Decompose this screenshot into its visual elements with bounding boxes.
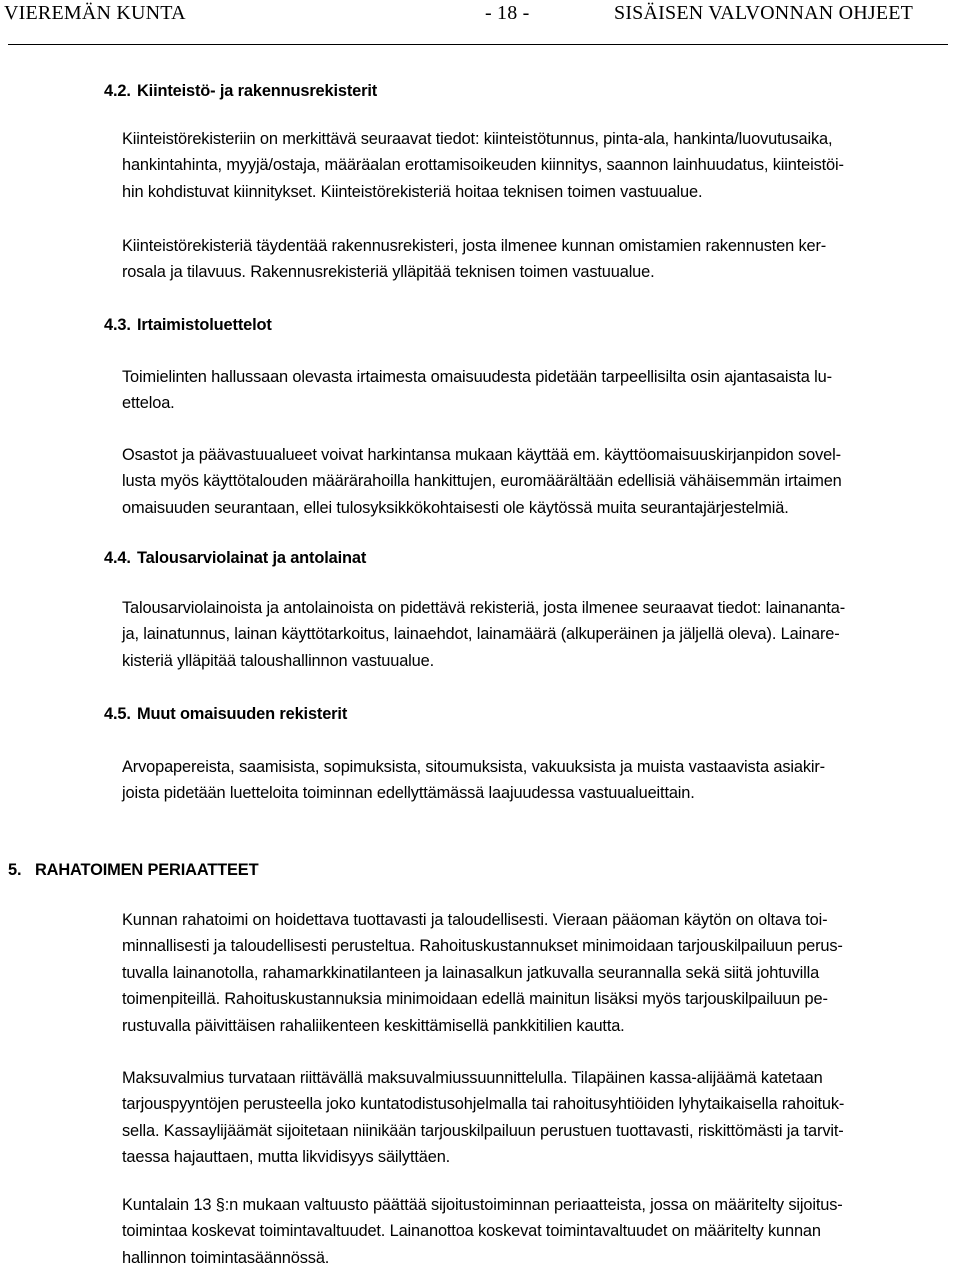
section-title: Muut omaisuuden rekisterit: [137, 705, 348, 723]
text-line: taessa hajauttaen, mutta likvidisyys säilyttäen.: [122, 1148, 451, 1167]
text-line: ja, lainatunnus, lainan käyttötarkoitus, lainaehdot, lainamäärä (alkuperäinen ja jäljellä oleva). Lainare-: [122, 625, 840, 644]
text-line: tarjouspyyntöjen perusteella joko kuntatodistusohjelmalla tai rahoitusyhtiöiden lyhytaikaisella rahoituk-: [122, 1095, 845, 1114]
text-line: hin kohdistuvat kiinnitykset. Kiinteistörekisteriä hoitaa teknisen toimen vastuualue.: [122, 182, 703, 201]
text-line: omaisuuden seurantaan, ellei tulosyksikkökohtaisesti ole käytössä muita seurantajärjestelmiä.: [122, 498, 789, 517]
text-line: Talousarviolainoista ja antolainoista on pidettävä rekisteriä, josta ilmenee seuraavat tiedot: lainananta-: [122, 599, 846, 617]
paragraph-muut-rekisterit: [122, 754, 952, 807]
section-title: Talousarviolainat ja antolainat: [137, 549, 367, 567]
text-line: hankintahinta, myyjä/ostaja, määräalan erottamisoikeuden kiinnitys, saannon lainhuudatus, kiinteistöi-: [122, 156, 844, 175]
text-line: sella. Kassaylijäämät sijoitetaan niinikään tarjouskilpailuun perustuen tuottavasti, riskittömästi ja tarvit-: [122, 1121, 844, 1140]
text-line: Kiinteistörekisteriä täydentää rakennusrekisteri, josta ilmenee kunnan omistamien rakennusten ker-: [122, 237, 827, 255]
section-title: Irtaimistoluettelot: [137, 316, 272, 334]
text-line: etteloa.: [122, 394, 175, 413]
text-line: lusta myös käyttötalouden määrärahoilla hankittujen, euromäärältään edellisiä vähäisemmän irtaimen: [122, 472, 842, 491]
paragraph-kayttoomaisuus: [122, 442, 952, 521]
text-line: toimenpiteillä. Rahoituskustannuksia minimoidaan edellä mainitun lisäksi myös tarjouskilpailuun pe-: [122, 990, 828, 1009]
text-line: rosala ja tilavuus. Rakennusrekisteriä ylläpitää teknisen toimen vastuualue.: [122, 263, 655, 282]
paragraph-rakennusrekisteri: [122, 233, 952, 286]
paragraph-lainarekisteri: [122, 595, 952, 674]
header-organization: VIEREMÄN KUNTA: [4, 2, 186, 24]
section-heading-4-3: [104, 312, 272, 338]
text-line: Osastot ja päävastuualueet voivat harkintansa mukaan käyttää em. käyttöomaisuuskirjanpidon sovel-: [122, 446, 841, 464]
text-line: Toimielinten hallussaan olevasta irtaimesta omaisuudesta pidetään tarpeellisilta osin ajantasaista lu-: [122, 368, 832, 386]
text-line: hallinnon toimintasäännössä.: [122, 1248, 330, 1267]
section-heading-5: [8, 857, 258, 883]
text-line: toimintaa koskevat toimintavaltuudet. Lainanottoa koskevat toimintavaltuudet on määritelty kunnan: [122, 1222, 821, 1241]
paragraph-maksuvalmius: [122, 1065, 952, 1171]
section-number: 4.5.: [104, 705, 131, 723]
header-document-title: SISÄISEN VALVONNAN OHJEET: [614, 2, 914, 24]
text-line: Kiinteistörekisteriin on merkittävä seuraavat tiedot: kiinteistötunnus, pinta-ala, hankinta/luovutusaika,: [122, 130, 833, 148]
paragraph-kiinteistorekisteri: [122, 126, 952, 205]
section-heading-4-4: [104, 545, 366, 571]
section-heading-4-2: [104, 78, 377, 104]
section-number: 4.3.: [104, 316, 131, 334]
running-header: [0, 2, 960, 32]
text-line: rustuvalla päivittäisen rahaliikenteen keskittämisellä pankkitilien kautta.: [122, 1016, 625, 1035]
paragraph-irtaimistoluettelo: [122, 364, 952, 417]
section-title: Kiinteistö- ja rakennusrekisterit: [137, 82, 378, 100]
text-line: Kuntalain 13 §:n mukaan valtuusto päättää sijoitustoiminnan periaatteista, jossa on määritelty sijoitus-: [122, 1196, 843, 1214]
section-number: 4.4.: [104, 549, 131, 567]
section-number: 5.: [8, 861, 22, 879]
text-line: minnallisesti ja taloudellisesti perusteltua. Rahoituskustannukset minimoidaan tarjouskilpailuun perus-: [122, 937, 843, 956]
section-number: 4.2.: [104, 82, 131, 100]
header-page-number: - 18 -: [485, 2, 530, 24]
header-rule: [8, 44, 948, 45]
paragraph-kuntalaki: [122, 1192, 952, 1271]
text-line: Maksuvalmius turvataan riittävällä maksuvalmiussuunnittelulla. Tilapäinen kassa-alijäämä katetaan: [122, 1069, 823, 1087]
text-line: Arvopapereista, saamisista, sopimuksista, sitoumuksista, vakuuksista ja muista vastaavista asiakir-: [122, 758, 825, 776]
section-heading-4-5: [104, 701, 347, 727]
text-line: Kunnan rahatoimi on hoidettava tuottavasti ja taloudellisesti. Vieraan pääoman käytön on oltava toi-: [122, 911, 828, 929]
section-title: RAHATOIMEN PERIAATTEET: [35, 861, 259, 879]
text-line: tuvalla lainanotolla, rahamarkkinatilanteen ja lainasalkun jatkuvalla seurannalla sekä siitä johtuvilla: [122, 963, 820, 982]
text-line: kisteriä ylläpitää taloushallinnon vastuualue.: [122, 651, 435, 670]
text-line: joista pidetään luetteloita toiminnan edellyttämässä laajuudessa vastuualueittain.: [122, 784, 695, 803]
paragraph-rahatoimi: [122, 907, 952, 1039]
